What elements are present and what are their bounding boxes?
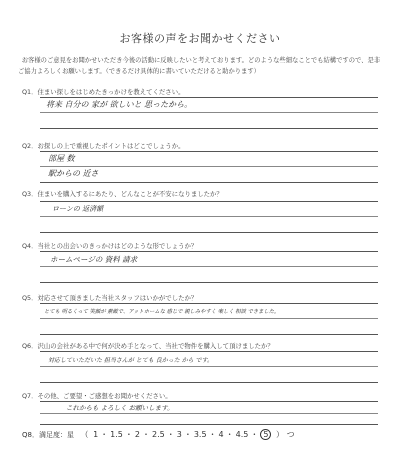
page-title: お客様の声をお聞かせください xyxy=(119,32,281,45)
q4-label: Q4．当社との出会いのきっかけはどのような形でしょうか？ xyxy=(22,242,198,250)
q3-answer-line-1: ローンの 返済額 xyxy=(52,205,104,213)
rating-option-2[interactable]: 2 xyxy=(134,430,140,439)
q2-answer-line-2: 駅からの 近さ xyxy=(48,169,99,178)
q4-answer-line-1: ホームページの 資料 請求 xyxy=(50,255,138,264)
q6-label: Q6．沢山の会社がある中で何が決め手となって、当社で物件を購入して頂けましたか？ xyxy=(22,342,274,350)
rating-suffix: つ xyxy=(286,430,295,439)
intro-text: お客様のご意見をお聞かせいただき今後の活動に反映したいと考えております。どのような些細なことでも結構ですので、是非ご協力よろしくお願いします。（できるだけ具体的に書いていただけると助かります） xyxy=(18,57,381,75)
q6-answer-line-1: 対応していただいた 担当さんが とても 良かった から です。 xyxy=(48,357,214,364)
satisfaction-rating: Q8．満足度：星 （ 1 ・ 1.5 ・ 2 ・ 2.5 ・ 3 ・ 3.5 ・ 4 ・ 4.5 ・ 5 ） つ xyxy=(22,430,295,439)
q2-answer-box[interactable] xyxy=(40,151,378,183)
q2-answer-line-1: 部屋 数 xyxy=(48,154,75,163)
q7-label: Q7．その他、ご要望・ご感想をお聞かせください。 xyxy=(22,392,172,400)
q7-answer-box[interactable] xyxy=(40,401,378,425)
q5-answer-box[interactable] xyxy=(40,303,378,335)
rating-option-4-5[interactable]: 4.5 xyxy=(235,430,249,439)
q1-answer-box[interactable] xyxy=(40,97,378,129)
rating-label: Q8．満足度：星 xyxy=(22,431,74,439)
rating-option-2-5[interactable]: 2.5 xyxy=(151,430,165,439)
rating-option-3-5[interactable]: 3.5 xyxy=(193,430,207,439)
q3-label: Q3．住まいを購入するにあたり、どんなことが不安になりましたか？ xyxy=(22,190,223,198)
rating-option-1-5[interactable]: 1.5 xyxy=(110,430,123,439)
q1-answer-line-1: 将来 自分の 家が 欲しいと 思ったから。 xyxy=(46,100,193,109)
rating-option-3[interactable]: 3 xyxy=(176,430,182,439)
rating-option-4[interactable]: 4 xyxy=(218,430,224,439)
q2-label: Q2．お探しの上で重視したポイントはどこでしょうか。 xyxy=(22,142,185,150)
q6-answer-box[interactable] xyxy=(40,351,378,383)
q7-answer-line-1: これからも よろしく お願いします。 xyxy=(66,404,174,412)
q3-answer-box[interactable] xyxy=(40,201,378,233)
rating-options: 1 ・ 1.5 ・ 2 ・ 2.5 ・ 3 ・ 3.5 ・ 4 ・ 4.5 ・ 5 xyxy=(91,430,273,439)
q5-answer-line-1: とても 明るくって 笑顔が 素敵で、アットホームな 感じで 親しみやすく 楽しく 相談 できました。 xyxy=(44,309,280,315)
q5-label: Q5．対応させて頂きました当社スタッフはいかがでしたか？ xyxy=(22,294,198,302)
rating-option-1[interactable]: 1 xyxy=(93,430,99,439)
rating-option-5[interactable]: 5 xyxy=(260,429,271,440)
q4-answer-box[interactable] xyxy=(40,251,378,283)
q1-label: Q1．住まい探しをはじめたきっかけを教えてください。 xyxy=(22,88,185,96)
